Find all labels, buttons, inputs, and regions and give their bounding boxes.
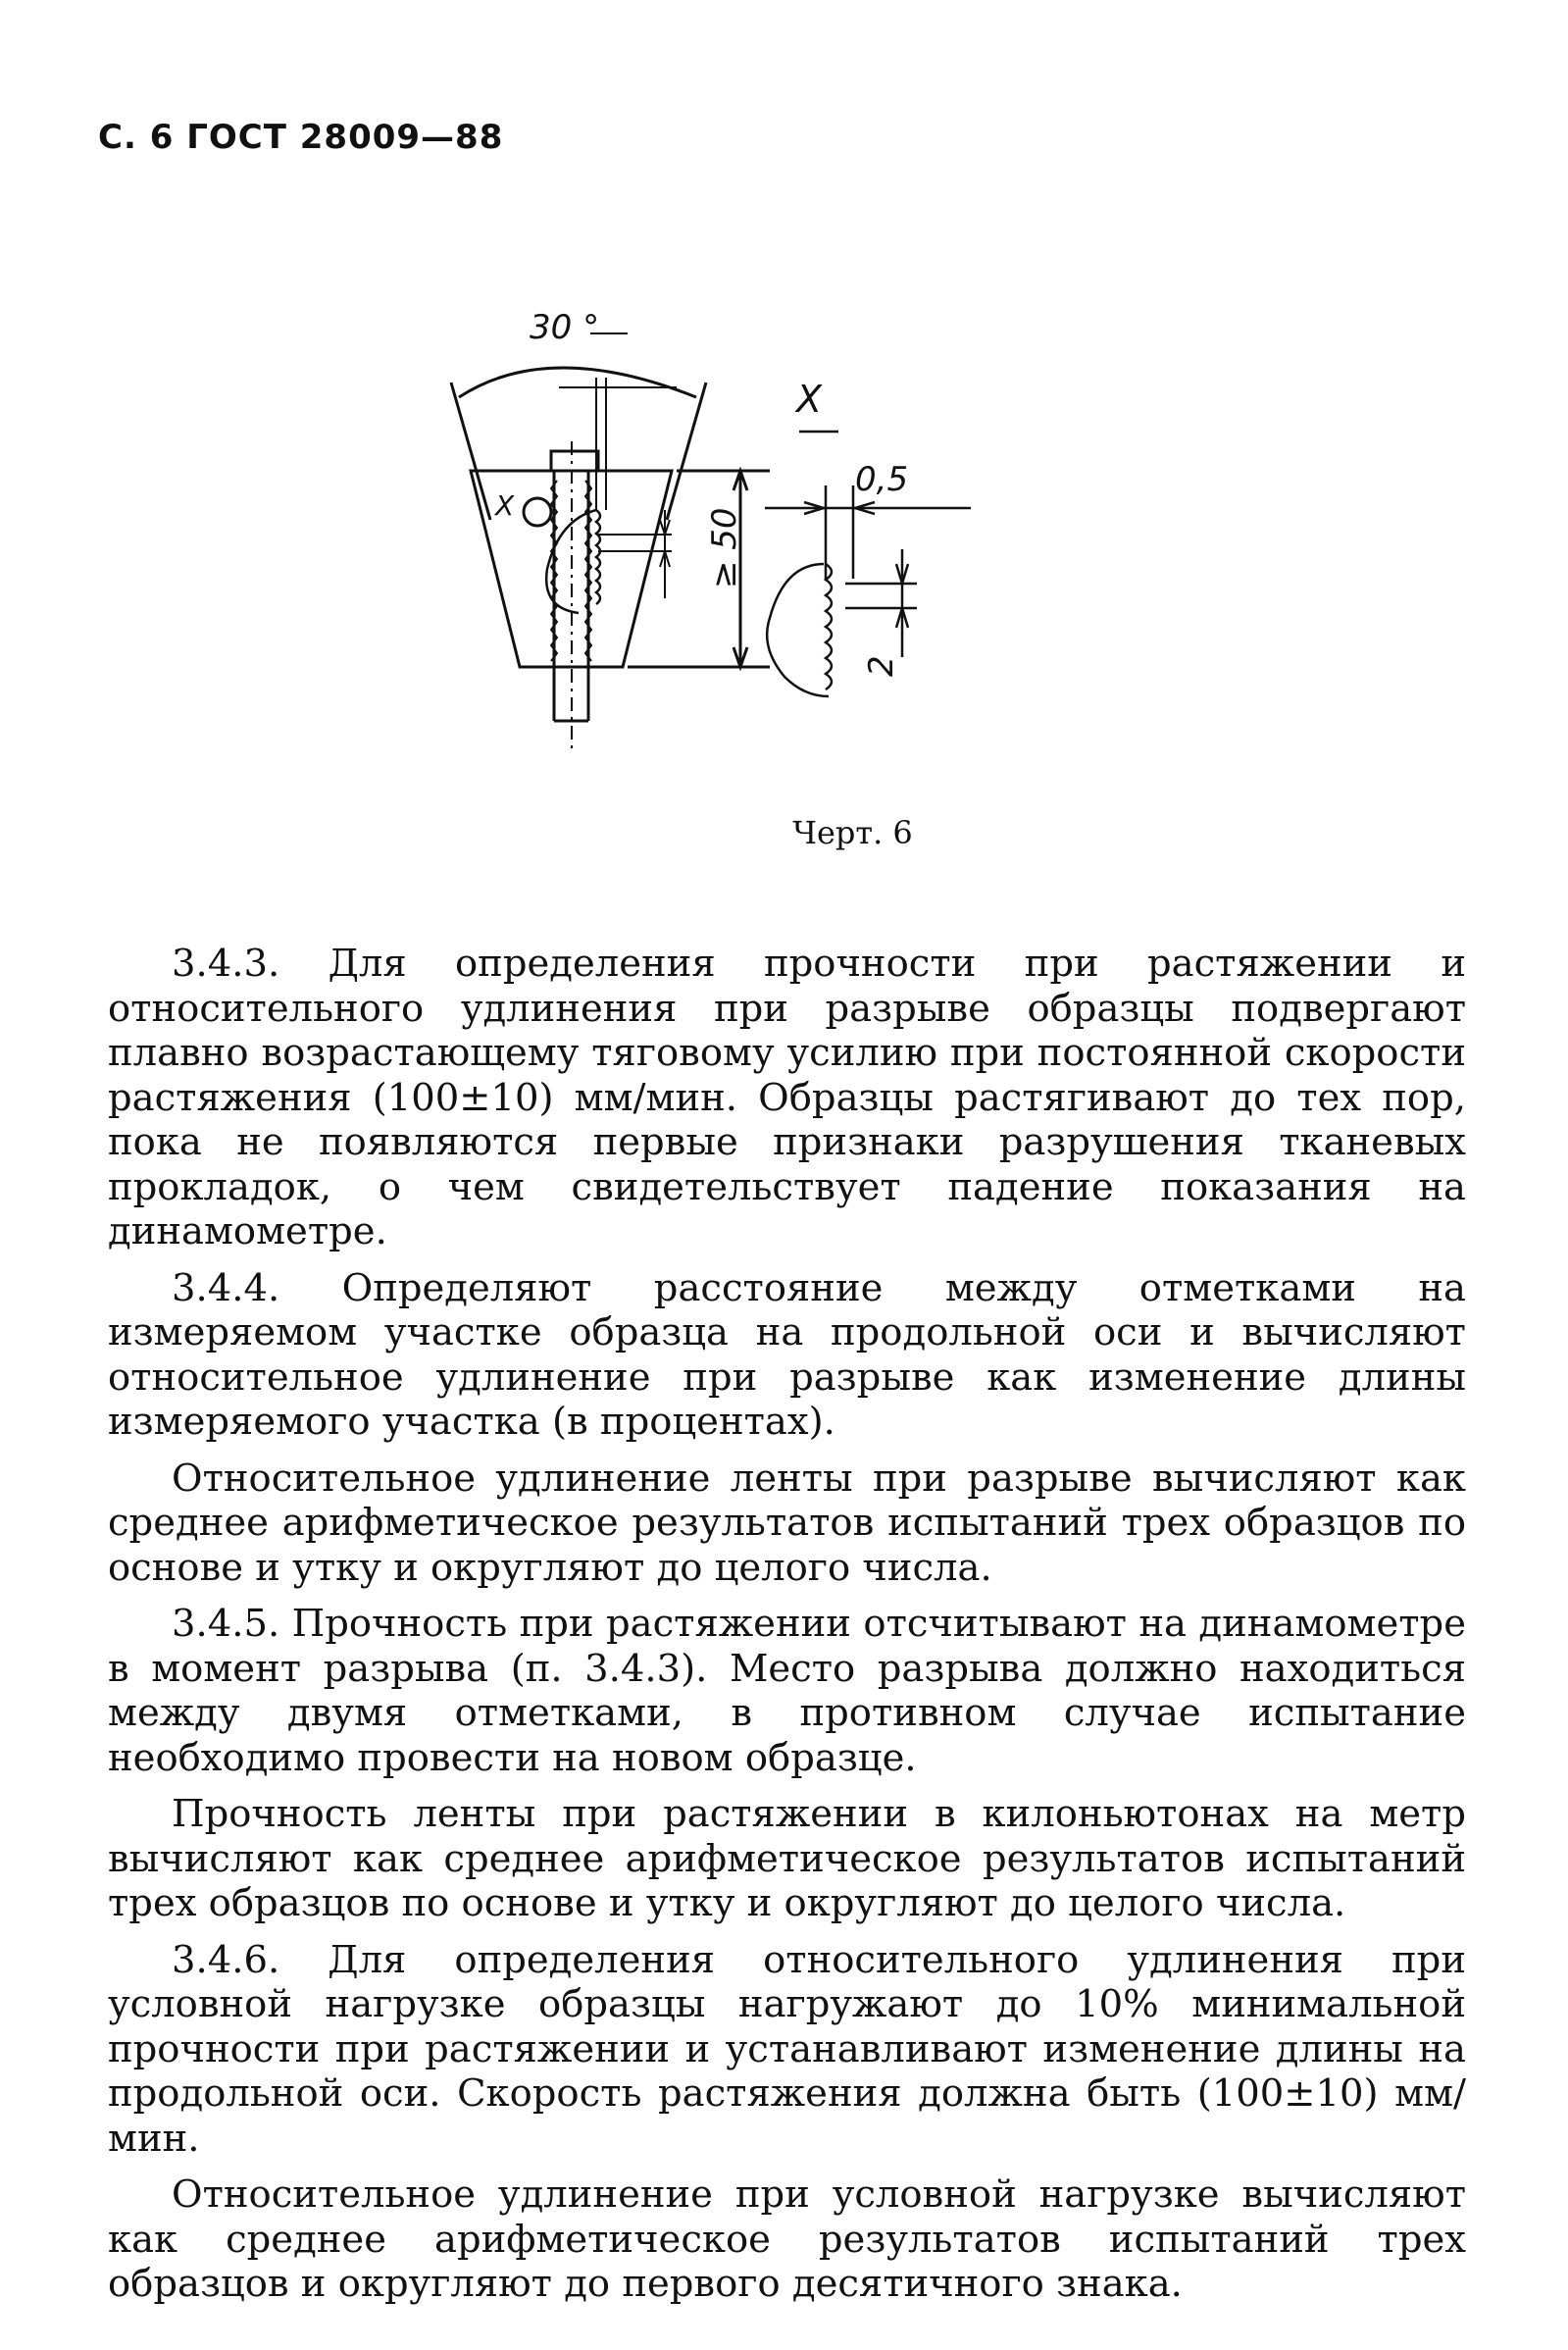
pitch-dim-label: 0,5	[855, 460, 909, 499]
depth-dim-label: 2	[862, 655, 901, 677]
paragraph: Относительное удлинение при условной нагрузке вычисляют как среднее арифметическое результатов испытаний трех образцов и округляют до первого десятичного знака.	[108, 2172, 1466, 2306]
paragraph: 3.4.6. Для определения относительного удлинения при условной нагрузке образцы нагружают до 10% минимальной прочности при растяжении и устанавливают изменение длины на продольной оси. Скорость растяжения должна быть (100±10) мм/мин.	[108, 1937, 1466, 2161]
detail-view-svg	[431, 284, 1059, 775]
figure-caption: Черт. 6	[792, 814, 913, 851]
detail-title-label: X	[796, 378, 823, 421]
page-header: С. 6 ГОСТ 28009—88	[98, 118, 504, 157]
paragraph: 3.4.5. Прочность при растяжении отсчитывают на динамометре в момент разрыва (п. 3.4.3). Место разрыва должно находиться между двумя отметками, в противном случае испытание необходимо провести на новом образце.	[108, 1602, 1466, 1780]
detail-mark-label: X	[495, 489, 515, 522]
paragraph: Относительное удлинение ленты при разрыве вычисляют как среднее арифметическое результатов испытаний трех образцов по основе и утку и округляют до целого числа.	[108, 1456, 1466, 1590]
height-dim-label: ≥ 50	[705, 507, 744, 588]
technical-drawing	[431, 284, 1059, 775]
body-text	[108, 942, 1466, 2319]
paragraph: 3.4.3. Для определения прочности при растяжении и относительного удлинения при разрыве образцы подвергают плавно возрастающему тяговому усилию при постоянной скорости растяжения (100±10) мм/мин. Образцы растягивают до тех пор, пока не появляются первые признаки разрушения тканевых прокладок, о чем свидетельствует падение показания на динамометре.	[108, 942, 1466, 1253]
angle-label: 30 °	[530, 308, 600, 347]
paragraph: Прочность ленты при растяжении в килоньютонах на метр вычисляют как среднее арифметическое результатов испытаний трех образцов по основе и утку и округляют до целого числа.	[108, 1792, 1466, 1925]
paragraph: 3.4.4. Определяют расстояние между отметками на измеряемом участке образца на продольной оси и вычисляют относительное удлинение при разрыве как изменение длины измеряемого участка (в процентах).	[108, 1265, 1466, 1444]
